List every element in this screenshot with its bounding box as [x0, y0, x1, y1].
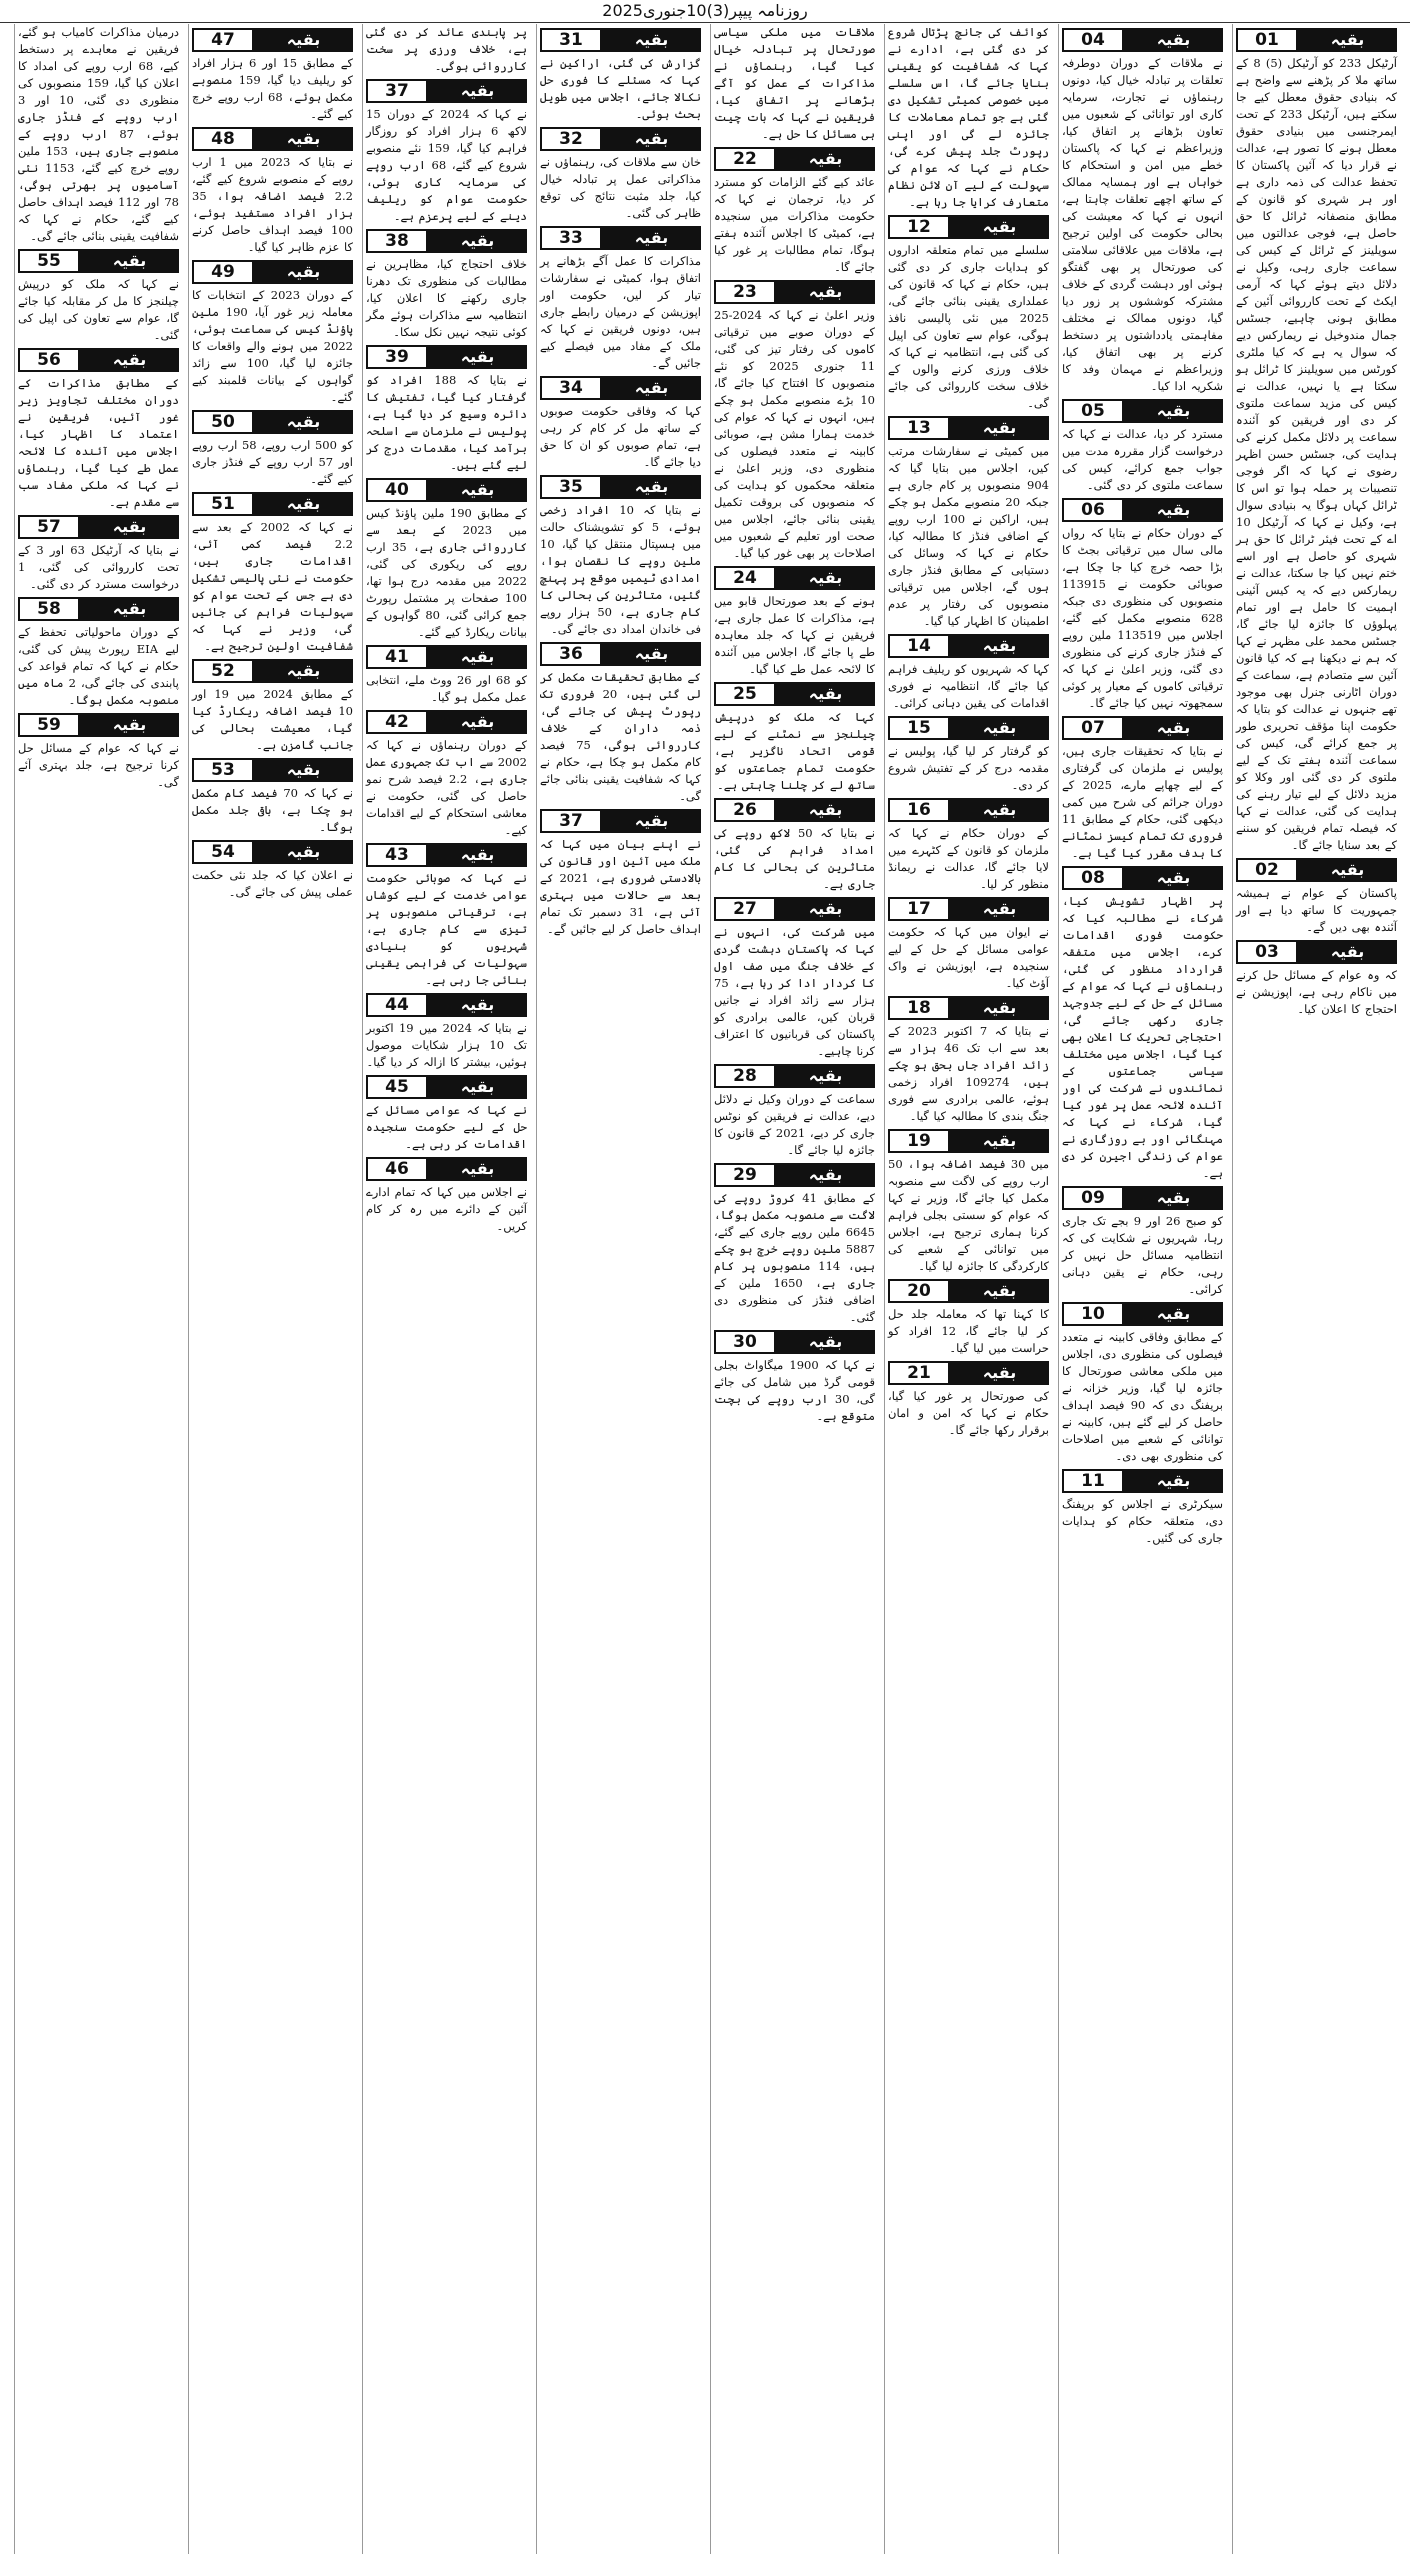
continuation-tag: بقیہ	[1124, 498, 1223, 522]
continuation-number: 23	[714, 280, 776, 304]
continuation-tag: بقیہ	[254, 127, 353, 151]
article-text: نے بتایا کہ 188 افراد کو گرفتار کیا گیا، تفتیش کا دائرہ وسیع کر دیا گیا ہے، پولیس نے ملزمان سے اسلحہ برآمد کیا، مقدمات درج کر لیے گئے ہیں۔	[366, 373, 528, 472]
continuation-number: 41	[366, 645, 428, 669]
continuation-box	[714, 1330, 875, 1354]
continuation-tag: بقیہ	[950, 634, 1049, 658]
continuation-number: 40	[366, 478, 428, 502]
continuation-number: 51	[192, 492, 254, 516]
continuation-tag: بقیہ	[80, 597, 179, 621]
continuation-box	[366, 1075, 527, 1099]
continuation-number: 24	[714, 566, 776, 590]
continuation-tag: بقیہ	[776, 280, 875, 304]
continuation-number: 32	[540, 127, 602, 151]
continuation-box	[888, 897, 1049, 921]
continuation-number: 45	[366, 1075, 428, 1099]
continuation-tag: بقیہ	[254, 659, 353, 683]
continuation-tag: بقیہ	[428, 79, 527, 103]
article-text: سماعت کے دوران وکیل نے دلائل دیے، عدالت نے فریقین کو نوٹس جاری کر دیے، 2021 کے قانون کا جائزہ لیا جائے گا۔	[714, 1092, 875, 1157]
continuation-box	[540, 376, 701, 400]
continuation-number: 39	[366, 345, 428, 369]
article-text: مسترد کر دیا، عدالت نے کہا کہ درخواست گزار مقررہ مدت میں جواب جمع کرائے، کیس کی سماعت ملتوی کر دی گئی۔	[1062, 427, 1223, 492]
continuation-box	[714, 897, 875, 921]
continuation-number: 27	[714, 897, 776, 921]
continuation-tag: بقیہ	[602, 809, 701, 833]
article-text: نے کہا کہ صوبائی حکومت عوامی خدمت کے لیے کوشاں ہے، ترقیاتی منصوبوں پر تیزی سے کام جاری ہے، شہریوں کو بنیادی سہولیات کی فراہمی یقینی بنائی جا رہی ہے۔	[366, 871, 527, 987]
article-text: کو 500 ارب روپے، 58 ارب روپے اور 57 ارب روپے کے فنڈز جاری کیے گئے۔	[192, 438, 353, 486]
continuation-number: 06	[1062, 498, 1124, 522]
continuation-tag: بقیہ	[254, 28, 353, 52]
continuation-number: 34	[540, 376, 602, 400]
continuation-number: 11	[1062, 1469, 1124, 1493]
continuation-number: 46	[366, 1157, 428, 1181]
continuation-box	[540, 226, 701, 250]
continuation-box	[1236, 940, 1397, 964]
continuation-number: 04	[1062, 28, 1124, 52]
continuation-box	[192, 28, 353, 52]
article-text: نے بتایا کہ 2024 میں 19 اکتوبر تک 10 ہزار شکایات موصول ہوئیں، بیشتر کا ازالہ کر دیا گیا۔	[366, 1021, 528, 1069]
continuation-number: 44	[366, 993, 428, 1017]
continuation-box	[192, 127, 353, 151]
continuation-tag: بقیہ	[776, 897, 875, 921]
continuation-tag: بقیہ	[428, 229, 527, 253]
continuation-tag: بقیہ	[1124, 1302, 1223, 1326]
continuation-number: 42	[366, 710, 428, 734]
continuation-box	[888, 716, 1049, 740]
continuation-box	[1062, 716, 1223, 740]
continuation-tag: بقیہ	[950, 897, 1049, 921]
continuation-number: 21	[888, 1361, 950, 1385]
article-text: کوائف کی جانچ پڑتال شروع کر دی گئی ہے، ادارے نے کہا کہ شفافیت کو یقینی بنایا جائے گا، اس سلسلے میں خصوصی کمیٹی تشکیل دی گئی ہے جو تمام معاملات کا جائزہ لے گی اور اپنی رپورٹ جلد پیش کرے گی، حکام نے کہا کہ عوام کی سہولت کے لیے آن لائن نظام متعارف کرایا جا رہا ہے۔	[888, 25, 1049, 209]
continuation-number: 49	[192, 260, 254, 284]
article-text: نے بتایا کہ آرٹیکل 63 اور 3 کے تحت کارروائی کی گئی، 1 درخواست مسترد کر دی گئی۔	[18, 543, 179, 591]
continuation-box	[366, 843, 527, 867]
continuation-tag: بقیہ	[80, 515, 179, 539]
continuation-tag: بقیہ	[428, 710, 527, 734]
continuation-number: 12	[888, 215, 950, 239]
continuation-tag: بقیہ	[428, 1157, 527, 1181]
continuation-number: 30	[714, 1330, 776, 1354]
continuation-number: 03	[1236, 940, 1298, 964]
news-column	[1058, 24, 1226, 2554]
continuation-tag: بقیہ	[428, 345, 527, 369]
article-text: کا کہنا تھا کہ معاملہ جلد حل کر لیا جائے گا، 12 افراد کو حراست میں لیا گیا۔	[888, 1307, 1049, 1355]
continuation-box	[1236, 858, 1397, 882]
article-text: کی صورتحال پر غور کیا گیا، حکام نے کہا کہ امن و امان برقرار رکھا جائے گا۔	[888, 1389, 1049, 1437]
article-text: کے مطابق 41 کروڑ روپے کی لاگت سے منصوبہ مکمل ہوگا، 6645 ملین روپے جاری کیے گئے، 5887 ملین روپے خرچ ہو چکے ہیں، 114 منصوبوں پر کام جاری ہے، 1650 ملین کے اضافی فنڈز کی منظوری دی گئی۔	[714, 1191, 876, 1324]
continuation-box	[714, 1064, 875, 1088]
continuation-tag: بقیہ	[950, 1361, 1049, 1385]
article-text: عائد کیے گئے الزامات کو مسترد کر دیا، ترجمان نے کہا کہ حکومت مذاکرات میں سنجیدہ ہے، کمیٹی کا اجلاس آئندہ ہفتے ہوگا، تمام مطالبات پر غور کیا جائے گا۔	[714, 175, 875, 274]
continuation-box	[1062, 1186, 1223, 1210]
continuation-number: 14	[888, 634, 950, 658]
continuation-box	[18, 249, 179, 273]
continuation-tag: بقیہ	[776, 682, 875, 706]
continuation-tag: بقیہ	[602, 475, 701, 499]
article-text: کے مطابق وفاقی کابینہ نے متعدد فیصلوں کی منظوری دی، اجلاس میں ملکی معاشی صورتحال کا جائزہ لیا گیا، وزیر خزانہ نے بریفنگ دی کہ 90 فیصد اہداف حاصل کر لیے گئے ہیں، کابینہ نے توانائی کے شعبے میں اصلاحات کی منظوری بھی دی۔	[1062, 1330, 1223, 1463]
continuation-box	[192, 260, 353, 284]
continuation-number: 08	[1062, 866, 1124, 890]
continuation-box	[540, 809, 701, 833]
continuation-tag: بقیہ	[950, 996, 1049, 1020]
continuation-tag: بقیہ	[80, 713, 179, 737]
continuation-box	[366, 79, 527, 103]
continuation-tag: بقیہ	[602, 127, 701, 151]
continuation-number: 16	[888, 798, 950, 822]
continuation-number: 58	[18, 597, 80, 621]
article-text: ہونے کے بعد صورتحال قابو میں ہے، مذاکرات کا عمل جاری ہے، فریقین نے کہا کہ جلد معاہدہ طے پا جائے گا، اجلاس میں آئندہ کا لائحہ عمل طے کیا گیا۔	[714, 594, 875, 676]
continuation-tag: بقیہ	[428, 843, 527, 867]
continuation-box	[1062, 1469, 1223, 1493]
continuation-number: 31	[540, 28, 602, 52]
continuation-tag: بقیہ	[602, 642, 701, 666]
article-text: کو صبح 26 اور 9 بجے تک جاری رہا، شہریوں نے شکایت کی کہ انتظامیہ مسائل حل نہیں کر رہی، حکام نے یقین دہانی کرائی۔	[1062, 1214, 1223, 1296]
continuation-tag: بقیہ	[1298, 28, 1397, 52]
article-text: کے مطابق 15 اور 6 ہزار افراد کو ریلیف دیا گیا، 159 منصوبے مکمل ہوئے، 68 ارب روپے خرچ کیے گئے۔	[192, 56, 353, 121]
continuation-tag: بقیہ	[950, 798, 1049, 822]
continuation-tag: بقیہ	[254, 260, 353, 284]
continuation-tag: بقیہ	[950, 1129, 1049, 1153]
news-column	[188, 24, 356, 2554]
continuation-number: 10	[1062, 1302, 1124, 1326]
news-column	[884, 24, 1052, 2554]
continuation-box	[18, 515, 179, 539]
continuation-tag: بقیہ	[950, 716, 1049, 740]
article-text: نے ایوان میں کہا کہ حکومت عوامی مسائل کے حل کے لیے سنجیدہ ہے، اپوزیشن نے واک آؤٹ کیا۔	[888, 925, 1049, 990]
article-text: نے کہا کہ عوام کے مسائل حل کرنا ترجیح ہے، جلد بہتری آئے گی۔	[18, 741, 179, 789]
continuation-number: 33	[540, 226, 602, 250]
article-text: میں 30 فیصد اضافہ ہوا، 50 ارب روپے کی لاگت سے منصوبہ مکمل کیا جائے گا، وزیر نے کہا کہ عوام کو سستی بجلی فراہم کرنا ہماری ترجیح ہے، اجلاس میں توانائی کے شعبے کی کارکردگی کا جائزہ لیا گیا۔	[888, 1157, 1049, 1273]
continuation-tag: بقیہ	[428, 645, 527, 669]
continuation-box	[18, 348, 179, 372]
continuation-box	[18, 597, 179, 621]
continuation-tag: بقیہ	[602, 226, 701, 250]
continuation-box	[540, 475, 701, 499]
continuation-tag: بقیہ	[254, 492, 353, 516]
article-text: نے ملاقات کے دوران دوطرفہ تعلقات پر تبادلہ خیال کیا، دونوں رہنماؤں نے تجارت، سرمایہ کاری اور توانائی کے شعبوں میں تعاون بڑھانے پر اتفاق کیا، وزیراعظم نے کہا کہ پاکستان خطے میں امن و استحکام کا خواہاں ہے اور ہمسایہ ممالک کے ساتھ اچھے تعلقات چاہتا ہے، انہوں نے کہا کہ معیشت کی بحالی حکومت کی اولین ترجیح ہے، ملاقات میں علاقائی سلامتی کی صورتحال پر بھی گفتگو ہوئی اور دہشت گردی کے خلاف مشترکہ کوششوں پر زور دیا گیا، دونوں ممالک نے مختلف مفاہمتی یادداشتوں پر دستخط کرنے پر بھی اتفاق کیا، وزیراعظم نے مہمان وفد کا شکریہ ادا کیا۔	[1062, 56, 1223, 393]
continuation-number: 50	[192, 410, 254, 434]
news-column	[14, 24, 182, 2554]
continuation-tag: بقیہ	[254, 410, 353, 434]
continuation-tag: بقیہ	[1298, 940, 1397, 964]
continuation-number: 01	[1236, 28, 1298, 52]
continuation-box	[18, 713, 179, 737]
article-text: نے کہا کہ عوامی مسائل کے حل کے لیے حکومت سنجیدہ اقدامات کر رہی ہے۔	[366, 1103, 527, 1151]
article-text: نے بتایا کہ 2023 میں 1 ارب روپے کے منصوبے شروع کیے گئے، 2.2 فیصد اضافہ ہوا، 35 ہزار افراد مستفید ہوئے، 100 فیصد اہداف حاصل کرنے کا عزم ظاہر کیا گیا۔	[192, 155, 354, 254]
continuation-box	[540, 28, 701, 52]
continuation-box	[714, 798, 875, 822]
continuation-box	[1062, 1302, 1223, 1326]
article-text: خان سے ملاقات کی، رہنماؤں نے مذاکراتی عمل پر تبادلہ خیال کیا، جلد مثبت نتائج کی توقع ظاہر کی گئی۔	[540, 155, 701, 220]
article-text: کہا کہ شہریوں کو ریلیف فراہم کیا جائے گا، انتظامیہ نے فوری اقدامات کی یقین دہانی کرائی۔	[888, 662, 1049, 710]
continuation-box	[192, 659, 353, 683]
continuation-box	[888, 1129, 1049, 1153]
article-text: کہا کہ وفاقی حکومت صوبوں کے ساتھ مل کر کام کر رہی ہے، تمام صوبوں کو ان کا حق دیا جائے گا۔	[540, 404, 701, 469]
continuation-tag: بقیہ	[80, 348, 179, 372]
continuation-box	[192, 840, 353, 864]
continuation-tag: بقیہ	[776, 1163, 875, 1187]
article-text: نے کہا کہ 2002 کے بعد سے 2.2 فیصد کمی آئی، اقدامات جاری ہیں، حکومت نے نئی پالیسی تشکیل دی ہے جس کے تحت عوام کو سہولیات فراہم کی جائیں گی، وزیر نے کہا کہ شفافیت اولین ترجیح ہے۔	[192, 520, 353, 653]
article-text: نے بتایا کہ تحقیقات جاری ہیں، پولیس نے ملزمان کی گرفتاری کے لیے چھاپے مارے، 2025 کے دوران جرائم کی شرح میں کمی دیکھی گئی، حکام کے مطابق 11 فروری تک تمام کیسز نمٹانے کا ہدف مقرر کیا گیا ہے۔	[1062, 744, 1223, 860]
article-text: سلسلے میں تمام متعلقہ اداروں کو ہدایات جاری کر دی گئی ہیں، حکام نے کہا کہ قانون کی عملداری یقینی بنائی جائے گی، 2025 میں نئی پالیسی نافذ ہوگی، عوام سے تعاون کی اپیل کی گئی ہے، انتظامیہ نے کہا کہ خلاف ورزی کرنے والوں کے خلاف سخت کارروائی کی جائے گی۔	[888, 243, 1049, 410]
continuation-tag: بقیہ	[776, 566, 875, 590]
continuation-number: 05	[1062, 399, 1124, 423]
continuation-tag: بقیہ	[950, 416, 1049, 440]
continuation-tag: بقیہ	[1124, 399, 1223, 423]
continuation-box	[540, 642, 701, 666]
article-text: میں شرکت کی، انہوں نے کہا کہ پاکستان دہشت گردی کے خلاف جنگ میں صف اول کا کردار ادا کر رہا ہے، 75 ہزار سے زائد افراد نے جانیں قربان کیں، عالمی برادری کو پاکستان کی قربانیوں کا اعتراف کرنا چاہیے۔	[714, 925, 875, 1058]
continuation-tag: بقیہ	[776, 147, 875, 171]
article-text: نے کہا کہ 2024 کے دوران 15 لاکھ 6 ہزار افراد کو روزگار فراہم کیا گیا، 159 نئے منصوبے شروع کیے گئے، 68 ارب روپے کی سرمایہ کاری ہوئی، حکومت عوام کو ریلیف دینے کے لیے پرعزم ہے۔	[366, 107, 527, 223]
continuation-box	[888, 1361, 1049, 1385]
article-text: نے کہا کہ 1900 میگاواٹ بجلی قومی گرڈ میں شامل کی جائے گی، 30 ارب روپے کی بچت متوقع ہے۔	[714, 1358, 875, 1423]
article-text: مذاکرات کا عمل آگے بڑھانے پر اتفاق ہوا، کمیٹی نے سفارشات تیار کر لیں، حکومت اور اپوزیشن کے درمیان رابطے جاری ہیں، دونوں فریقین نے کہا کہ ملک کے مفاد میں فیصلے کیے جائیں گے۔	[540, 254, 701, 370]
news-column	[362, 24, 530, 2554]
continuation-box	[1062, 498, 1223, 522]
continuation-number: 54	[192, 840, 254, 864]
continuation-box	[714, 280, 875, 304]
continuation-box	[366, 993, 527, 1017]
continuation-tag: بقیہ	[428, 1075, 527, 1099]
article-text: نے اجلاس میں کہا کہ تمام ادارے آئین کے دائرے میں رہ کر کام کریں۔	[366, 1185, 527, 1233]
continuation-tag: بقیہ	[1124, 866, 1223, 890]
article-text: وزیر اعلیٰ نے کہا کہ 2024-25 کے دوران صوبے میں ترقیاتی کاموں کی رفتار تیز کی گئی، 11 جنوری 2025 کو نئے منصوبوں کا افتتاح کیا جائے گا، 10 بڑے منصوبے مکمل ہو چکے ہیں، انہوں نے کہا کہ عوام کی خدمت ہمارا مشن ہے، صوبائی کابینہ نے متعدد فیصلوں کی منظوری دی، وزیر اعلیٰ نے متعلقہ محکموں کو ہدایت کی کہ منصوبوں کی بروقت تکمیل یقینی بنائی جائے، اجلاس میں صحت اور تعلیم کے شعبوں میں اصلاحات پر بھی غور کیا گیا۔	[714, 308, 876, 560]
continuation-box	[888, 1279, 1049, 1303]
article-text: نے اعلان کیا کہ جلد نئی حکمت عملی پیش کی جائے گی۔	[192, 868, 353, 899]
continuation-box	[540, 127, 701, 151]
article-text: نے کہا کہ ملک کو درپیش چیلنجز کا مل کر مقابلہ کیا جائے گا، عوام سے تعاون کی اپیل کی گئی۔	[18, 277, 179, 342]
continuation-box	[888, 215, 1049, 239]
continuation-tag: بقیہ	[1298, 858, 1397, 882]
news-column	[1232, 24, 1400, 2554]
article-text: میں کمیٹی نے سفارشات مرتب کیں، اجلاس میں بتایا گیا کہ 904 منصوبوں پر کام جاری ہے جبکہ 20 منصوبے مکمل ہو چکے ہیں، اراکین نے 100 ارب روپے کے اضافی فنڈز کا مطالبہ کیا، حکام نے کہا کہ وسائل کی دستیابی کے مطابق فنڈز جاری ہوں گے، اجلاس میں ترقیاتی منصوبوں کی رفتار پر عدم اطمینان کا اظہار کیا گیا۔	[888, 444, 1049, 628]
continuation-box	[888, 634, 1049, 658]
continuation-number: 37	[366, 79, 428, 103]
continuation-number: 48	[192, 127, 254, 151]
continuation-box	[714, 147, 875, 171]
continuation-tag: بقیہ	[602, 28, 701, 52]
continuation-tag: بقیہ	[80, 249, 179, 273]
continuation-box	[366, 1157, 527, 1181]
continuation-box	[192, 758, 353, 782]
article-text: کے دوران حکام نے بتایا کہ رواں مالی سال میں ترقیاتی بجٹ کا بڑا حصہ خرچ کیا جا چکا ہے، صوبائی حکومت نے 113915 منصوبوں کی منظوری دی جبکہ 628 منصوبے مکمل کیے گئے، اجلاس میں 113519 ملین روپے کے فنڈز جاری کرنے کی منظوری دی گئی، وزیر اعلیٰ نے کہا کہ ترقیاتی کاموں کے معیار پر کوئی سمجھوتہ نہیں کیا جائے گا۔	[1062, 526, 1223, 710]
continuation-number: 07	[1062, 716, 1124, 740]
article-text: کے مطابق 190 ملین پاؤنڈ کیس میں 2023 کے بعد سے کارروائی جاری ہے، 35 ارب روپے کی ریکوری کی گئی، 2022 میں مقدمہ درج ہوا تھا، 100 صفحات پر مشتمل رپورٹ جمع کرائی گئی، 80 گواہوں کے بیانات ریکارڈ کیے گئے۔	[366, 506, 528, 639]
continuation-box	[1062, 399, 1223, 423]
continuation-tag: بقیہ	[602, 376, 701, 400]
continuation-number: 26	[714, 798, 776, 822]
continuation-box	[714, 682, 875, 706]
article-text: کے دوران 2023 کے انتخابات کا معاملہ زیر غور آیا، 190 ملین پاؤنڈ کیس کی سماعت ہوئی، 2022 میں ہونے والے واقعات کا جائزہ لیا گیا، 100 سے زائد گواہوں کے بیانات قلمبند کیے گئے۔	[192, 288, 353, 404]
continuation-box	[192, 492, 353, 516]
continuation-box	[366, 645, 527, 669]
article-text: گزارش کی گئی، اراکین نے کہا کہ مسئلے کا فوری حل نکالا جائے، اجلاس میں طویل بحث ہوئی۔	[540, 56, 701, 121]
continuation-box	[714, 1163, 875, 1187]
article-text: خلاف احتجاج کیا، مظاہرین نے مطالبات کی منظوری تک دھرنا جاری رکھنے کا اعلان کیا، انتظامیہ سے مذاکرات ہوئے مگر کوئی نتیجہ نہیں نکل سکا۔	[366, 257, 527, 339]
continuation-number: 37	[540, 809, 602, 833]
article-text: پاکستان کے عوام نے ہمیشہ جمہوریت کا ساتھ دیا ہے اور آئندہ بھی دیں گے۔	[1236, 886, 1397, 934]
article-text: آرٹیکل 233 کو آرٹیکل (5) 8 کے ساتھ ملا کر پڑھنے سے واضح ہے کہ بنیادی حقوق معطل کیے جا سکتے ہیں، آرٹیکل 233 کے تحت ایمرجنسی میں بنیادی حقوق معطل ہونے کا تصور ہے، عدالت نے قرار دیا کہ آئین پاکستان کا تحفظ عدالت کی ذمہ داری ہے اور ہر شہری کو قانون کے مطابق منصفانہ ٹرائل کا حق حاصل ہے، فوجی عدالتوں میں سویلینز کے ٹرائل کے کیس کی سماعت جاری رہی، وکیل نے دلائل دیتے ہوئے کہا کہ آرمی ایکٹ کے تحت کارروائی آئین کے مطابق ہونی چاہیے، جسٹس جمال مندوخیل نے ریمارکس دیے کہ سوال یہ ہے کہ کیا ملٹری کورٹس میں سویلینز کا ٹرائل ہو سکتا ہے یا نہیں، عدالت نے کیس کی مزید سماعت ملتوی کر دی اور فریقین کو آئندہ سماعت پر دلائل مکمل کرنے کی ہدایت کی، جسٹس حسن اظہر رضوی نے کہا کہ اگر فوجی تنصیبات پر حملہ ہوا تو اس کا ٹرائل کہاں ہوگا یہ بنیادی سوال ہے، وکیل نے کہا کہ آرٹیکل 10 اے کے تحت فیئر ٹرائل کا حق ہر شہری کو حاصل ہے اور اسے ختم نہیں کیا جا سکتا، عدالت نے ریمارکس دیے کہ یہ کیس آئینی اہمیت کا حامل ہے اور تمام پہلوؤں کا جائزہ لیا جائے گا، جسٹس محمد علی مظہر نے کہا کہ ہم نے دیکھنا ہے کہ کیا قانون آئین سے متصادم ہے، سماعت کے دوران اٹارنی جنرل بھی موجود تھے جنہوں نے عدالت کو بتایا کہ حکومت اپنا مؤقف تحریری طور پر جمع کرائے گی، کیس کی سماعت آئندہ ہفتے تک کے لیے ملتوی کر دی گئی اور وکلا کو مزید دلائل کے لیے تیار رہنے کی ہدایت کی گئی، عدالت نے کہا کہ فیصلہ تمام فریقین کو سننے کے بعد سنایا جائے گا۔	[1236, 56, 1397, 852]
continuation-tag: بقیہ	[776, 798, 875, 822]
continuation-tag: بقیہ	[776, 1064, 875, 1088]
continuation-tag: بقیہ	[254, 840, 353, 864]
continuation-number: 59	[18, 713, 80, 737]
article-text: ملاقات میں ملکی سیاسی صورتحال پر تبادلہ خیال کیا گیا، رہنماؤں نے مذاکرات کے عمل کو آگے بڑھانے پر اتفاق کیا، فریقین نے کہا کہ بات چیت ہی مسائل کا حل ہے۔	[714, 25, 875, 141]
continuation-number: 38	[366, 229, 428, 253]
continuation-box	[1236, 28, 1397, 52]
continuation-number: 36	[540, 642, 602, 666]
continuation-number: 22	[714, 147, 776, 171]
article-text: نے کہا کہ 70 فیصد کام مکمل ہو چکا ہے، باقی جلد مکمل ہوگا۔	[192, 786, 353, 834]
continuation-number: 02	[1236, 858, 1298, 882]
article-text: درمیان مذاکرات کامیاب ہو گئے، فریقین نے معاہدے پر دستخط کیے، 68 ارب روپے کی امداد کا اعلان کیا گیا، 159 منصوبوں کی منظوری دی گئی، 10 اور 3 ارب روپے کے فنڈز جاری ہوئے، 87 ارب روپے کے منصوبے جاری ہیں، 153 ملین روپے خرچ کیے گئے، 1153 نئی آسامیوں پر بھرتی ہوگی، 78 اور 112 فیصد اہداف حاصل کیے گئے، حکام نے کہا کہ شفافیت یقینی بنائی جائے گی۔	[18, 25, 180, 243]
news-column	[536, 24, 704, 2554]
article-text: نے بتایا کہ 7 اکتوبر 2023 کے بعد سے اب تک 46 ہزار سے زائد افراد جاں بحق ہو چکے ہیں، 109274 افراد زخمی ہوئے، عالمی برادری سے فوری جنگ بندی کا مطالبہ کیا گیا۔	[888, 1024, 1050, 1123]
continuation-number: 15	[888, 716, 950, 740]
article-text: نے بتایا کہ 50 لاکھ روپے کی امداد فراہم کی گئی، متاثرین کی بحالی کا کام جاری ہے۔	[714, 826, 875, 891]
continuation-number: 53	[192, 758, 254, 782]
continuation-number: 20	[888, 1279, 950, 1303]
article-text: کے دوران رہنماؤں نے کہا کہ 2002 سے اب تک جمہوری عمل جاری ہے، 2.2 فیصد شرح نمو حاصل کی گئی، حکومت نے معاشی استحکام کے لیے اقدامات کیے۔	[366, 738, 527, 837]
news-column	[710, 24, 878, 2554]
continuation-number: 43	[366, 843, 428, 867]
article-text: پر اظہار تشویش کیا، شرکاء نے مطالبہ کیا کہ حکومت فوری اقدامات کرے، اجلاس میں متفقہ قرارداد منظور کی گئی، رہنماؤں نے کہا کہ عوام کے مسائل کے حل کے لیے جدوجہد جاری رکھی جائے گی، احتجاجی تحریک کا اعلان بھی کیا گیا، اجلاس میں مختلف سیاسی جماعتوں کے نمائندوں نے شرکت کی اور آئندہ لائحہ عمل پر غور کیا گیا، شرکاء نے کہا کہ مہنگائی اور بے روزگاری نے عوام کی زندگی اجیرن کر دی ہے۔	[1062, 894, 1223, 1180]
continuation-tag: بقیہ	[428, 993, 527, 1017]
continuation-number: 55	[18, 249, 80, 273]
article-text: کو 68 اور 26 ووٹ ملے، انتخابی عمل مکمل ہو گیا۔	[366, 673, 527, 704]
continuation-box	[888, 798, 1049, 822]
continuation-number: 28	[714, 1064, 776, 1088]
article-text: کے دوران ماحولیاتی تحفظ کے لیے EIA رپورٹ پیش کی گئی، حکام نے کہا کہ تمام قواعد کی پابندی کی جائے گی، 2 ماہ میں منصوبہ مکمل ہوگا۔	[18, 625, 179, 707]
continuation-number: 57	[18, 515, 80, 539]
article-text: کہ وہ عوام کے مسائل حل کرنے میں ناکام رہی ہے، اپوزیشن نے احتجاج کا اعلان کیا۔	[1236, 968, 1397, 1016]
continuation-tag: بقیہ	[950, 215, 1049, 239]
continuation-number: 56	[18, 348, 80, 372]
continuation-tag: بقیہ	[1124, 716, 1223, 740]
continuation-tag: بقیہ	[1124, 28, 1223, 52]
continuation-tag: بقیہ	[1124, 1469, 1223, 1493]
article-text: نے بتایا کہ 10 افراد زخمی ہوئے، 5 کو تشویشناک حالت میں ہسپتال منتقل کیا گیا، 10 ملین روپے کا نقصان ہوا، امدادی ٹیمیں موقع پر پہنچ گئیں، متاثرین کی بحالی کا کام جاری ہے، 50 ہزار روپے فی خاندان امداد دی جائے گی۔	[540, 503, 701, 636]
continuation-box	[192, 410, 353, 434]
continuation-box	[366, 229, 527, 253]
continuation-number: 52	[192, 659, 254, 683]
continuation-box	[1062, 28, 1223, 52]
article-text: کے مطابق تحقیقات مکمل کر لی گئی ہیں، 20 فروری تک رپورٹ پیش کی جائے گی، ذمہ داران کے خلاف کارروائی ہوگی، 75 فیصد کام مکمل ہو چکا ہے، حکام نے کہا کہ شفافیت یقینی بنائی جائے گی۔	[540, 670, 701, 803]
continuation-box	[714, 566, 875, 590]
continuation-number: 25	[714, 682, 776, 706]
article-text: کہا کہ ملک کو درپیش چیلنجز سے نمٹنے کے لیے قومی اتحاد ناگزیر ہے، حکومت تمام جماعتوں کو ساتھ لے کر چلنا چاہتی ہے۔	[714, 710, 875, 792]
continuation-box	[366, 478, 527, 502]
continuation-tag: بقیہ	[776, 1330, 875, 1354]
article-text: پر پابندی عائد کر دی گئی ہے، خلاف ورزی پر سخت کارروائی ہوگی۔	[366, 25, 527, 73]
continuation-tag: بقیہ	[428, 478, 527, 502]
continuation-number: 47	[192, 28, 254, 52]
article-text: کو گرفتار کر لیا گیا، پولیس نے مقدمہ درج کر کے تفتیش شروع کر دی۔	[888, 744, 1049, 792]
continuation-box	[888, 996, 1049, 1020]
continuation-box	[366, 345, 527, 369]
continuation-number: 19	[888, 1129, 950, 1153]
continuation-tag: بقیہ	[1124, 1186, 1223, 1210]
continuation-number: 18	[888, 996, 950, 1020]
continuation-number: 09	[1062, 1186, 1124, 1210]
article-text: سیکرٹری نے اجلاس کو بریفنگ دی، متعلقہ حکام کو ہدایات جاری کی گئیں۔	[1062, 1497, 1223, 1545]
continuation-number: 29	[714, 1163, 776, 1187]
article-text: نے اپنے بیان میں کہا کہ ملک میں آئین اور قانون کی بالادستی ضروری ہے، 2021 کے بعد سے حالات میں بہتری آئی ہے، 31 دسمبر تک تمام اہداف حاصل کر لیے جائیں گے۔	[540, 837, 702, 936]
continuation-box	[888, 416, 1049, 440]
continuation-number: 17	[888, 897, 950, 921]
continuation-number: 13	[888, 416, 950, 440]
continuation-box	[1062, 866, 1223, 890]
continuation-tag: بقیہ	[950, 1279, 1049, 1303]
article-text: کے مطابق 2024 میں 19 اور 10 فیصد اضافہ ریکارڈ کیا گیا، معیشت بحالی کی جانب گامزن ہے۔	[192, 687, 353, 752]
article-text: کے مطابق مذاکرات کے دوران مختلف تجاویز زیر غور آئیں، فریقین نے اعتماد کا اظہار کیا، اجلاس میں آئندہ کا لائحہ عمل طے کیا گیا، رہنماؤں نے کہا کہ ملکی مفاد سب سے مقدم ہے۔	[18, 376, 179, 509]
continuation-number: 35	[540, 475, 602, 499]
continuation-box	[366, 710, 527, 734]
continuation-tag: بقیہ	[254, 758, 353, 782]
masthead-date: روزنامہ پیپر(3)10جنوری2025	[0, 0, 1410, 23]
article-text: کے دوران حکام نے کہا کہ ملزمان کو قانون کے کٹہرے میں لایا جائے گا، عدالت نے ریمانڈ منظور کر لیا۔	[888, 826, 1049, 891]
